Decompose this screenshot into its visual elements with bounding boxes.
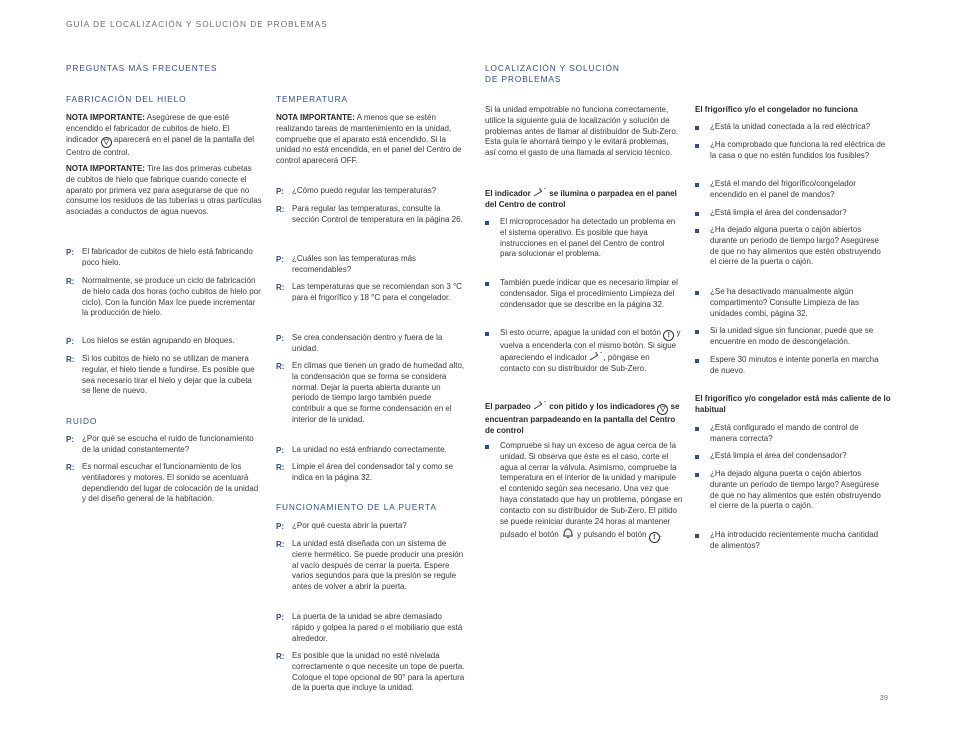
power-button-icon: !	[663, 330, 674, 341]
temp-note: NOTA IMPORTANTE: A menos que se estén realizando tareas de mantenimiento en la unidad, compruebe que el aparato está encendido. Si la unidad no está encendida, en el panel del Centro de control aparecerá OFF.	[276, 113, 462, 166]
wrench-icon	[589, 352, 603, 361]
trouble-bullet-2: También puede indicar que es necesario limpiar el condensador. Siga el procedimiento Limpieza del condensador que se describe en la página 32.	[485, 278, 681, 310]
trouble-section-title: LOCALIZACIÓN Y SOLUCIÓN DE PROBLEMAS	[485, 63, 620, 84]
fridge-bullet-2: ¿Ha comprobado que funciona la red eléctrica de la casa o que no estén fundidos los fusibles?	[695, 140, 887, 162]
door-q1: P: ¿Por qué cuesta abrir la puerta?	[276, 521, 407, 531]
noise-q: P: ¿Por qué se escucha el ruido de funcionamiento de la unidad constantemente?	[66, 434, 254, 454]
ice-section-title: FABRICACIÓN DEL HIELO	[66, 94, 187, 104]
temp-q3: P: Se crea condensación dentro y fuera de la unidad.	[276, 333, 443, 353]
door-q2: P: La puerta de la unidad se abre demasiado rápido y golpea la pared o el mobiliario que está alrededor.	[276, 612, 463, 643]
ice-maker-icon: ▽	[101, 137, 112, 148]
noise-section-title: RUIDO	[66, 416, 98, 426]
temp-q1: P: ¿Cómo puedo regular las temperaturas?	[276, 186, 437, 196]
fridge-bullet-12: ¿Ha introducido recientemente mucha cantidad de alimentos?	[695, 530, 887, 552]
ice-note-1: NOTA IMPORTANTE: Asegúrese de que esté encendido el fabricador de cubitos de hielo. El indicador ▽ aparecerá en el panel de la pantalla del Centro de control.	[66, 113, 255, 157]
page-number: 39	[879, 693, 888, 702]
door-a1: R: La unidad está diseñada con un sistema de cierre hermético. Se puede producir una presión al vacío después de cerrar la puerta. Espere varios segundos para que la presión se regule antes de volver a abrir la puerta.	[276, 539, 464, 592]
ice-q1: P: El fabricador de cubitos de hielo está fabricando poco hielo.	[66, 247, 253, 267]
fridge-heading-1: El frigorífico y/o el congelador no funciona	[695, 105, 858, 114]
noise-a: R: Es normal escuchar el funcionamiento de los ventiladores y motores. El sonido se acentuará dependiendo del lugar de colocación de la unidad y del diseño general de la habitación.	[66, 462, 259, 504]
temp-a4: R: Limpie el área del condensador tal y como se indica en la página 32.	[276, 462, 453, 482]
door-section-title: FUNCIONAMIENTO DE LA PUERTA	[276, 502, 437, 512]
trouble-heading-2: El parpadeo con pitido y los indicadores ▽ se encuentran parpadeando en la pantalla del Centro de control	[485, 401, 685, 437]
fridge-bullet-7: Si la unidad sigue sin funcionar, puede que se encuentre en modo de descongelación.	[695, 326, 887, 348]
trouble-bullet-1: El microprocesador ha detectado un problema en el sistema operativo. Es posible que haya instrucciones en el panel del Centro de control para solucionar el problema.	[485, 217, 681, 260]
fridge-bullet-3: ¿Está el mando del frigorífico/congelador encendido en el panel de mandos?	[695, 179, 887, 201]
ice-q2: P: Los hielos se están agrupando en bloques.	[66, 336, 235, 346]
ice-note-2: NOTA IMPORTANTE: Tire las dos primeras cubetas de cubitos de hielo que fabrique cuando conecte el aparato por primera vez para asegurarse de que no consume los residuos de las tuberías u otras partículas asociadas a conductos de agua nuevos.	[66, 164, 262, 217]
temp-a1: R: Para regular las temperaturas, consulte la sección Control de temperatura en la página 26.	[276, 204, 463, 224]
fridge-bullet-1: ¿Está la unidad conectada a la red eléctrica?	[695, 122, 887, 133]
fridge-bullet-5: ¿Ha dejado alguna puerta o cajón abiertos durante un periodo de tiempo largo? Asegúrese de que no hay alimentos que estén obstruyendo el cierre de la puerta o cajón.	[695, 225, 887, 268]
fridge-bullet-11: ¿Ha dejado alguna puerta o cajón abiertos durante un periodo de tiempo largo? Asegúrese de que no hay alimentos que estén obstruyendo el cierre de la puerta o cajón.	[695, 469, 887, 512]
fridge-bullet-9: ¿Está configurado el mando de control de manera correcta?	[695, 423, 887, 445]
temp-section-title: TEMPERATURA	[276, 94, 348, 104]
power-button-icon: !	[649, 532, 660, 543]
temp-a3: R: En climas que tienen un grado de humedad alto, la condensación que se forma se considera normal. Dejar la puerta abierta durante un periodo de tiempo largo también puede contribuir a que se forme condensación en el interior de la unidad.	[276, 361, 465, 424]
trouble-bullet-3: Si esto ocurre, apague la unidad con el botón ! y vuelva a encenderla con el mismo botón. Si sigue apareciendo el indicador , póngase en contacto con su distribuidor de Sub-Zero.	[485, 328, 681, 374]
ice-maker-icon: ▽	[657, 404, 668, 415]
fridge-heading-2: El frigorífico y/o congelador está más caliente de lo habitual	[695, 394, 891, 414]
fridge-bullet-8: Espere 30 minutos e intente ponerla en marcha de nuevo.	[695, 355, 887, 377]
wrench-icon	[533, 401, 547, 410]
trouble-bullet-4: Compruebe si hay un exceso de agua cerca de la unidad. Si observa que éste es el caso, corte el agua al cerrar la válvula. Asimismo, compruebe la temperatura en el interior de la unidad y manipule el contenido según sea necesario. Una vez que haya constatado que hay un problema, póngase en contacto con su distribuidor de Sub-Zero. El pitido se puede reiniciar durante 24 horas al mantener pulsado el botón y pulsando el botón ! .	[485, 441, 683, 543]
fridge-bullet-6: ¿Se ha desactivado manualmente algún compartimento? Consulte Limpieza de las unidades combi, página 32.	[695, 287, 887, 319]
trouble-heading-1: El indicador se ilumina o parpadea en el panel del Centro de control	[485, 188, 685, 211]
temp-a2: R: Las temperaturas que se recomiendan son 3 °C para el frigorífico y 18 °C para el congelador.	[276, 282, 462, 302]
page-header: GUÍA DE LOCALIZACIÓN Y SOLUCIÓN DE PROBLEMAS	[66, 19, 328, 29]
fridge-bullet-10: ¿Está limpia el área del condensador?	[695, 451, 887, 462]
door-a2: R: Es posible que la unidad no esté nivelada correctamente o que necesite un tope de puerta. Coloque el tope opcional de 90° para la apertura de la puerta que incluye la unidad.	[276, 651, 465, 693]
ice-a2: R: Si los cubitos de hielo no se utilizan de manera regular, el hielo tiende a fundirse. Es posible que sea necesario tirar el hielo y dejar que la cubeta se llene de nuevo.	[66, 354, 255, 396]
fridge-bullet-4: ¿Está limpia el área del condensador?	[695, 208, 887, 219]
temp-q4: P: La unidad no está enfriando correctamente.	[276, 445, 447, 455]
faq-title: PREGUNTAS MÁS FRECUENTES	[66, 63, 218, 73]
wrench-icon	[533, 188, 547, 197]
trouble-intro: Si la unidad empotrable no funciona correctamente, utilice la siguiente guía de localización y solución de problemas antes de llamar al distribuidor de Sub-Zero. Esta guía le ahorrará tiempo y le evitará problemas, así como el gasto de una llamada al servicio técnico.	[485, 105, 678, 158]
bell-icon	[561, 527, 575, 538]
ice-a1: R: Normalmente, se produce un ciclo de fabricación de hielo cada dos horas (ocho cubitos de hielo por ciclo). Con la función Max Ice puede incrementar la producción de hielo.	[66, 276, 261, 318]
temp-q2: P: ¿Cuáles son las temperaturas más recomendables?	[276, 254, 417, 274]
